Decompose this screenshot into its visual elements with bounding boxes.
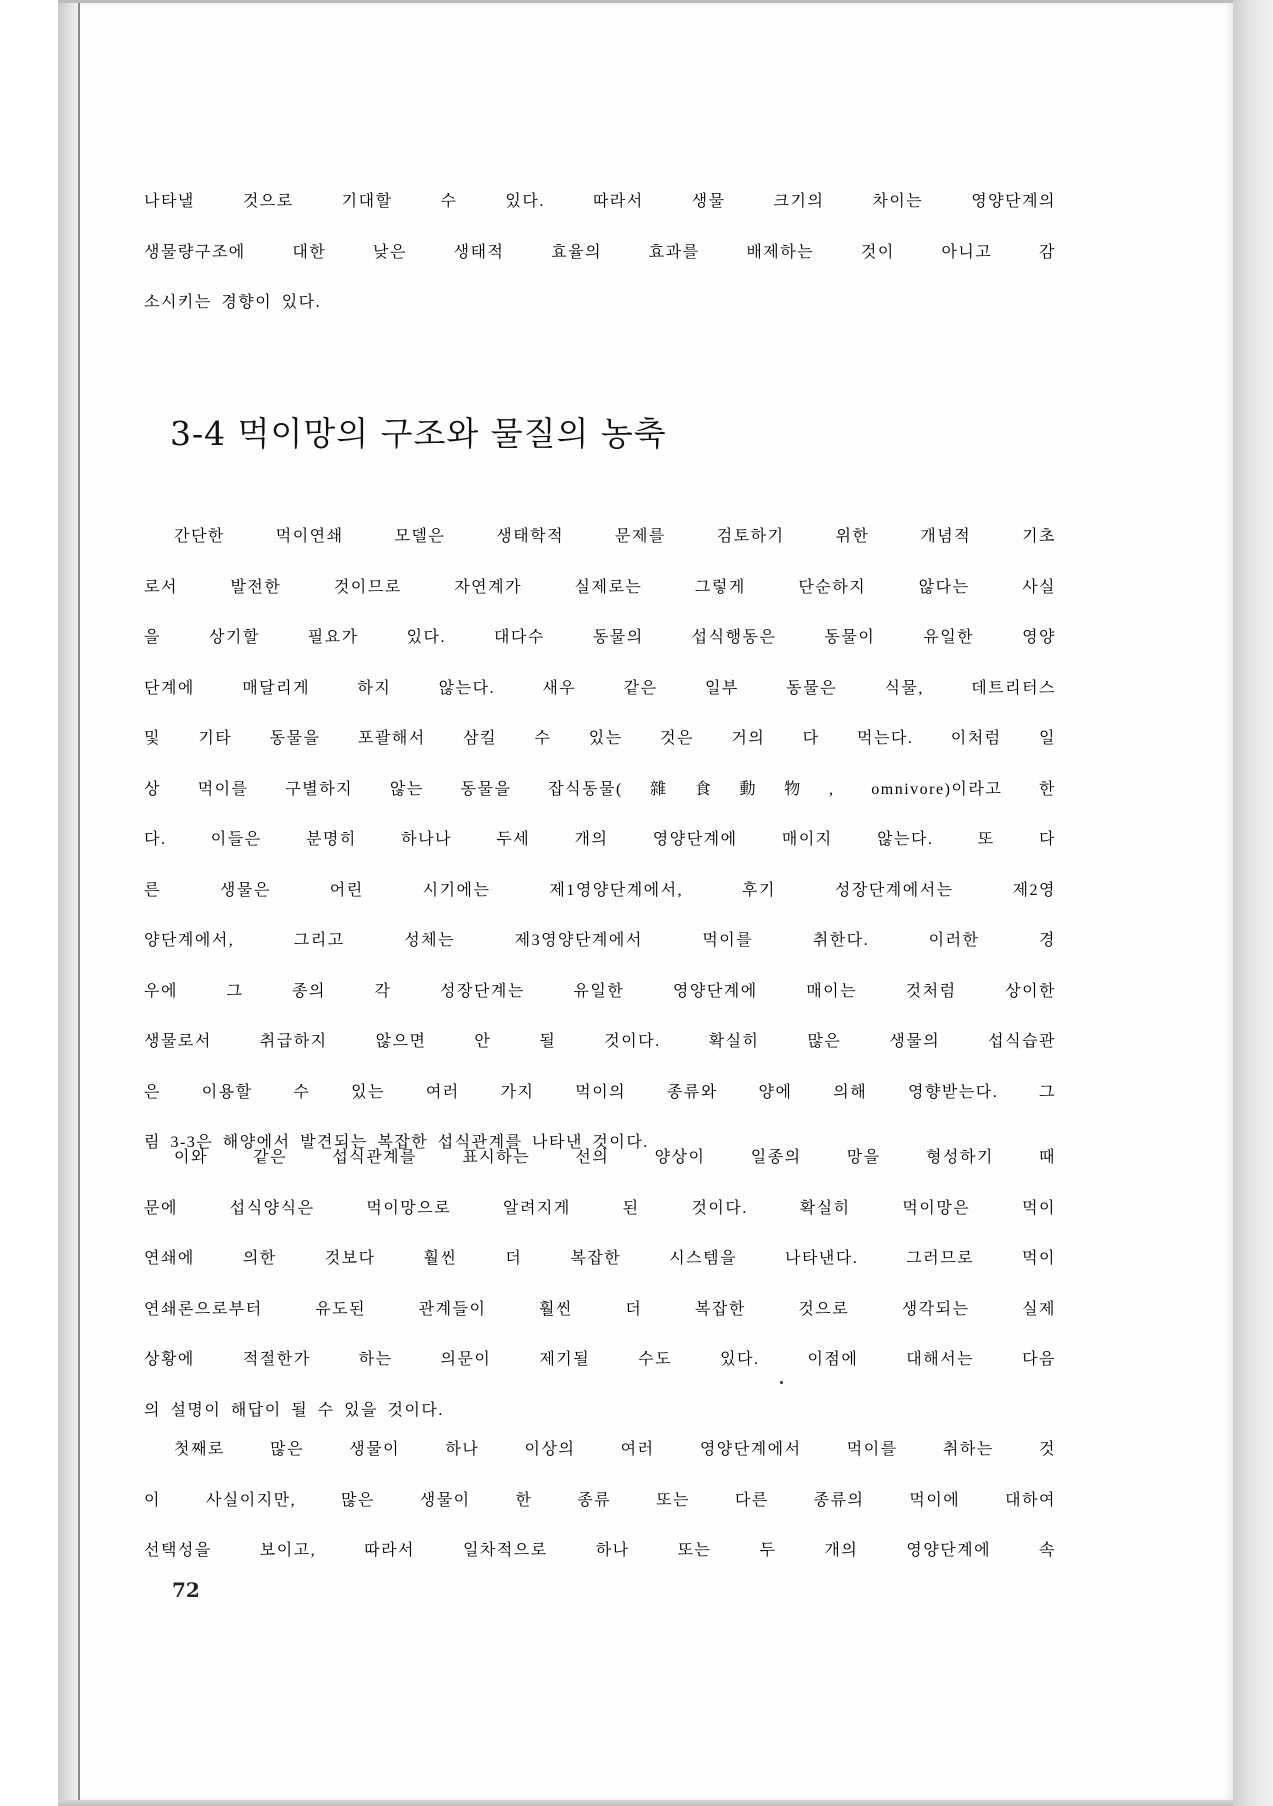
text-line: 른 생물은 어린 시기에는 제1영양단계에서, 후기 성장단계에서는 제2영 <box>144 881 1056 899</box>
text-line: 이와 같은 섭식관계를 표시하는 선의 양상이 일종의 망을 형성하기 때 <box>174 1149 1056 1166</box>
text-line: 생물량구조에 대한 낮은 생태적 효율의 효과를 배제하는 것이 아니고 감 <box>144 243 1056 261</box>
text-line: 및 기타 동물을 포괄해서 삼킬 수 있는 것은 거의 다 먹는다. 이처럼 일 <box>144 730 1056 747</box>
paragraph-food-chain-model <box>144 512 1056 1169</box>
text-line: 로서 발전한 것이므로 자연계가 실제로는 그렇게 단순하지 않다는 사실 <box>144 578 1056 596</box>
text-line: 상 먹이를 구별하지 않는 동물을 잡식동물(雜食動物, omnivore)이라고 한 <box>144 780 1056 798</box>
text-line: 은 이용할 수 있는 여러 가지 먹이의 종류와 양에 의해 영향받는다. 그 <box>144 1083 1056 1101</box>
text-line: 나타낼 것으로 기대할 수 있다. 따라서 생물 크기의 차이는 영양단계의 <box>144 193 1056 210</box>
text-line: 우에 그 종의 각 성장단계는 유일한 영양단계에 매이는 것처럼 상이한 <box>144 982 1056 1000</box>
text-line: 간단한 먹이연쇄 모델은 생태학적 문제를 검토하기 위한 개념적 기초 <box>174 528 1056 545</box>
paragraph-food-web <box>144 1133 1056 1436</box>
text-line: 소시키는 경향이 있다. <box>144 294 322 311</box>
page-right-shadow <box>1233 0 1273 1806</box>
paragraph-first-point <box>144 1425 1056 1577</box>
text-line: 연쇄론으로부터 유도된 관계들이 훨씬 더 복잡한 것으로 생각되는 실제 <box>144 1300 1056 1318</box>
paragraph-continuation <box>144 177 1056 329</box>
page-number: 72 <box>172 1578 200 1602</box>
section-heading: 3-4 먹이망의 구조와 물질의 농축 <box>170 414 667 453</box>
text-line: 문에 섭식양식은 먹이망으로 알려지게 된 것이다. 확실히 먹이망은 먹이 <box>144 1199 1056 1217</box>
text-line: 선택성을 보이고, 따라서 일차적으로 하나 또는 두 개의 영양단계에 속 <box>144 1542 1056 1559</box>
page-bottom-edge <box>58 1800 1233 1806</box>
text-line: 림 3-3은 해양에서 발견되는 복잡한 섭식관계를 나타낸 것이다. <box>144 1134 649 1151</box>
text-line: 상황에 적절한가 하는 의문이 제기될 수도 있다. 이점에 대해서는 다음 <box>144 1351 1056 1368</box>
text-line: 연쇄에 의한 것보다 훨씬 더 복잡한 시스템을 나타낸다. 그러므로 먹이 <box>144 1250 1056 1267</box>
text-line: 첫째로 많은 생물이 하나 이상의 여러 영양단계에서 먹이를 취하는 것 <box>174 1441 1056 1458</box>
text-line: 다. 이들은 분명히 하나나 두세 개의 영양단계에 매이지 않는다. 또 다 <box>144 831 1056 848</box>
scan-speck <box>780 1381 783 1384</box>
text-line: 의 설명이 해답이 될 수 있을 것이다. <box>144 1401 444 1419</box>
text-line: 을 상기할 필요가 있다. 대다수 동물의 섭식행동은 동물이 유일한 영양 <box>144 629 1056 646</box>
text-line: 생물로서 취급하지 않으면 안 될 것이다. 확실히 많은 생물의 섭식습관 <box>144 1033 1056 1050</box>
text-line: 양단계에서, 그리고 성체는 제3영양단계에서 먹이를 취한다. 이러한 경 <box>144 932 1056 949</box>
text-line: 단계에 매달리게 하지 않는다. 새우 같은 일부 동물은 식물, 데트리터스 <box>144 679 1056 697</box>
page-spine <box>58 0 80 1806</box>
text-line: 이 사실이지만, 많은 생물이 한 종류 또는 다른 종류의 먹이에 대하여 <box>144 1491 1056 1509</box>
